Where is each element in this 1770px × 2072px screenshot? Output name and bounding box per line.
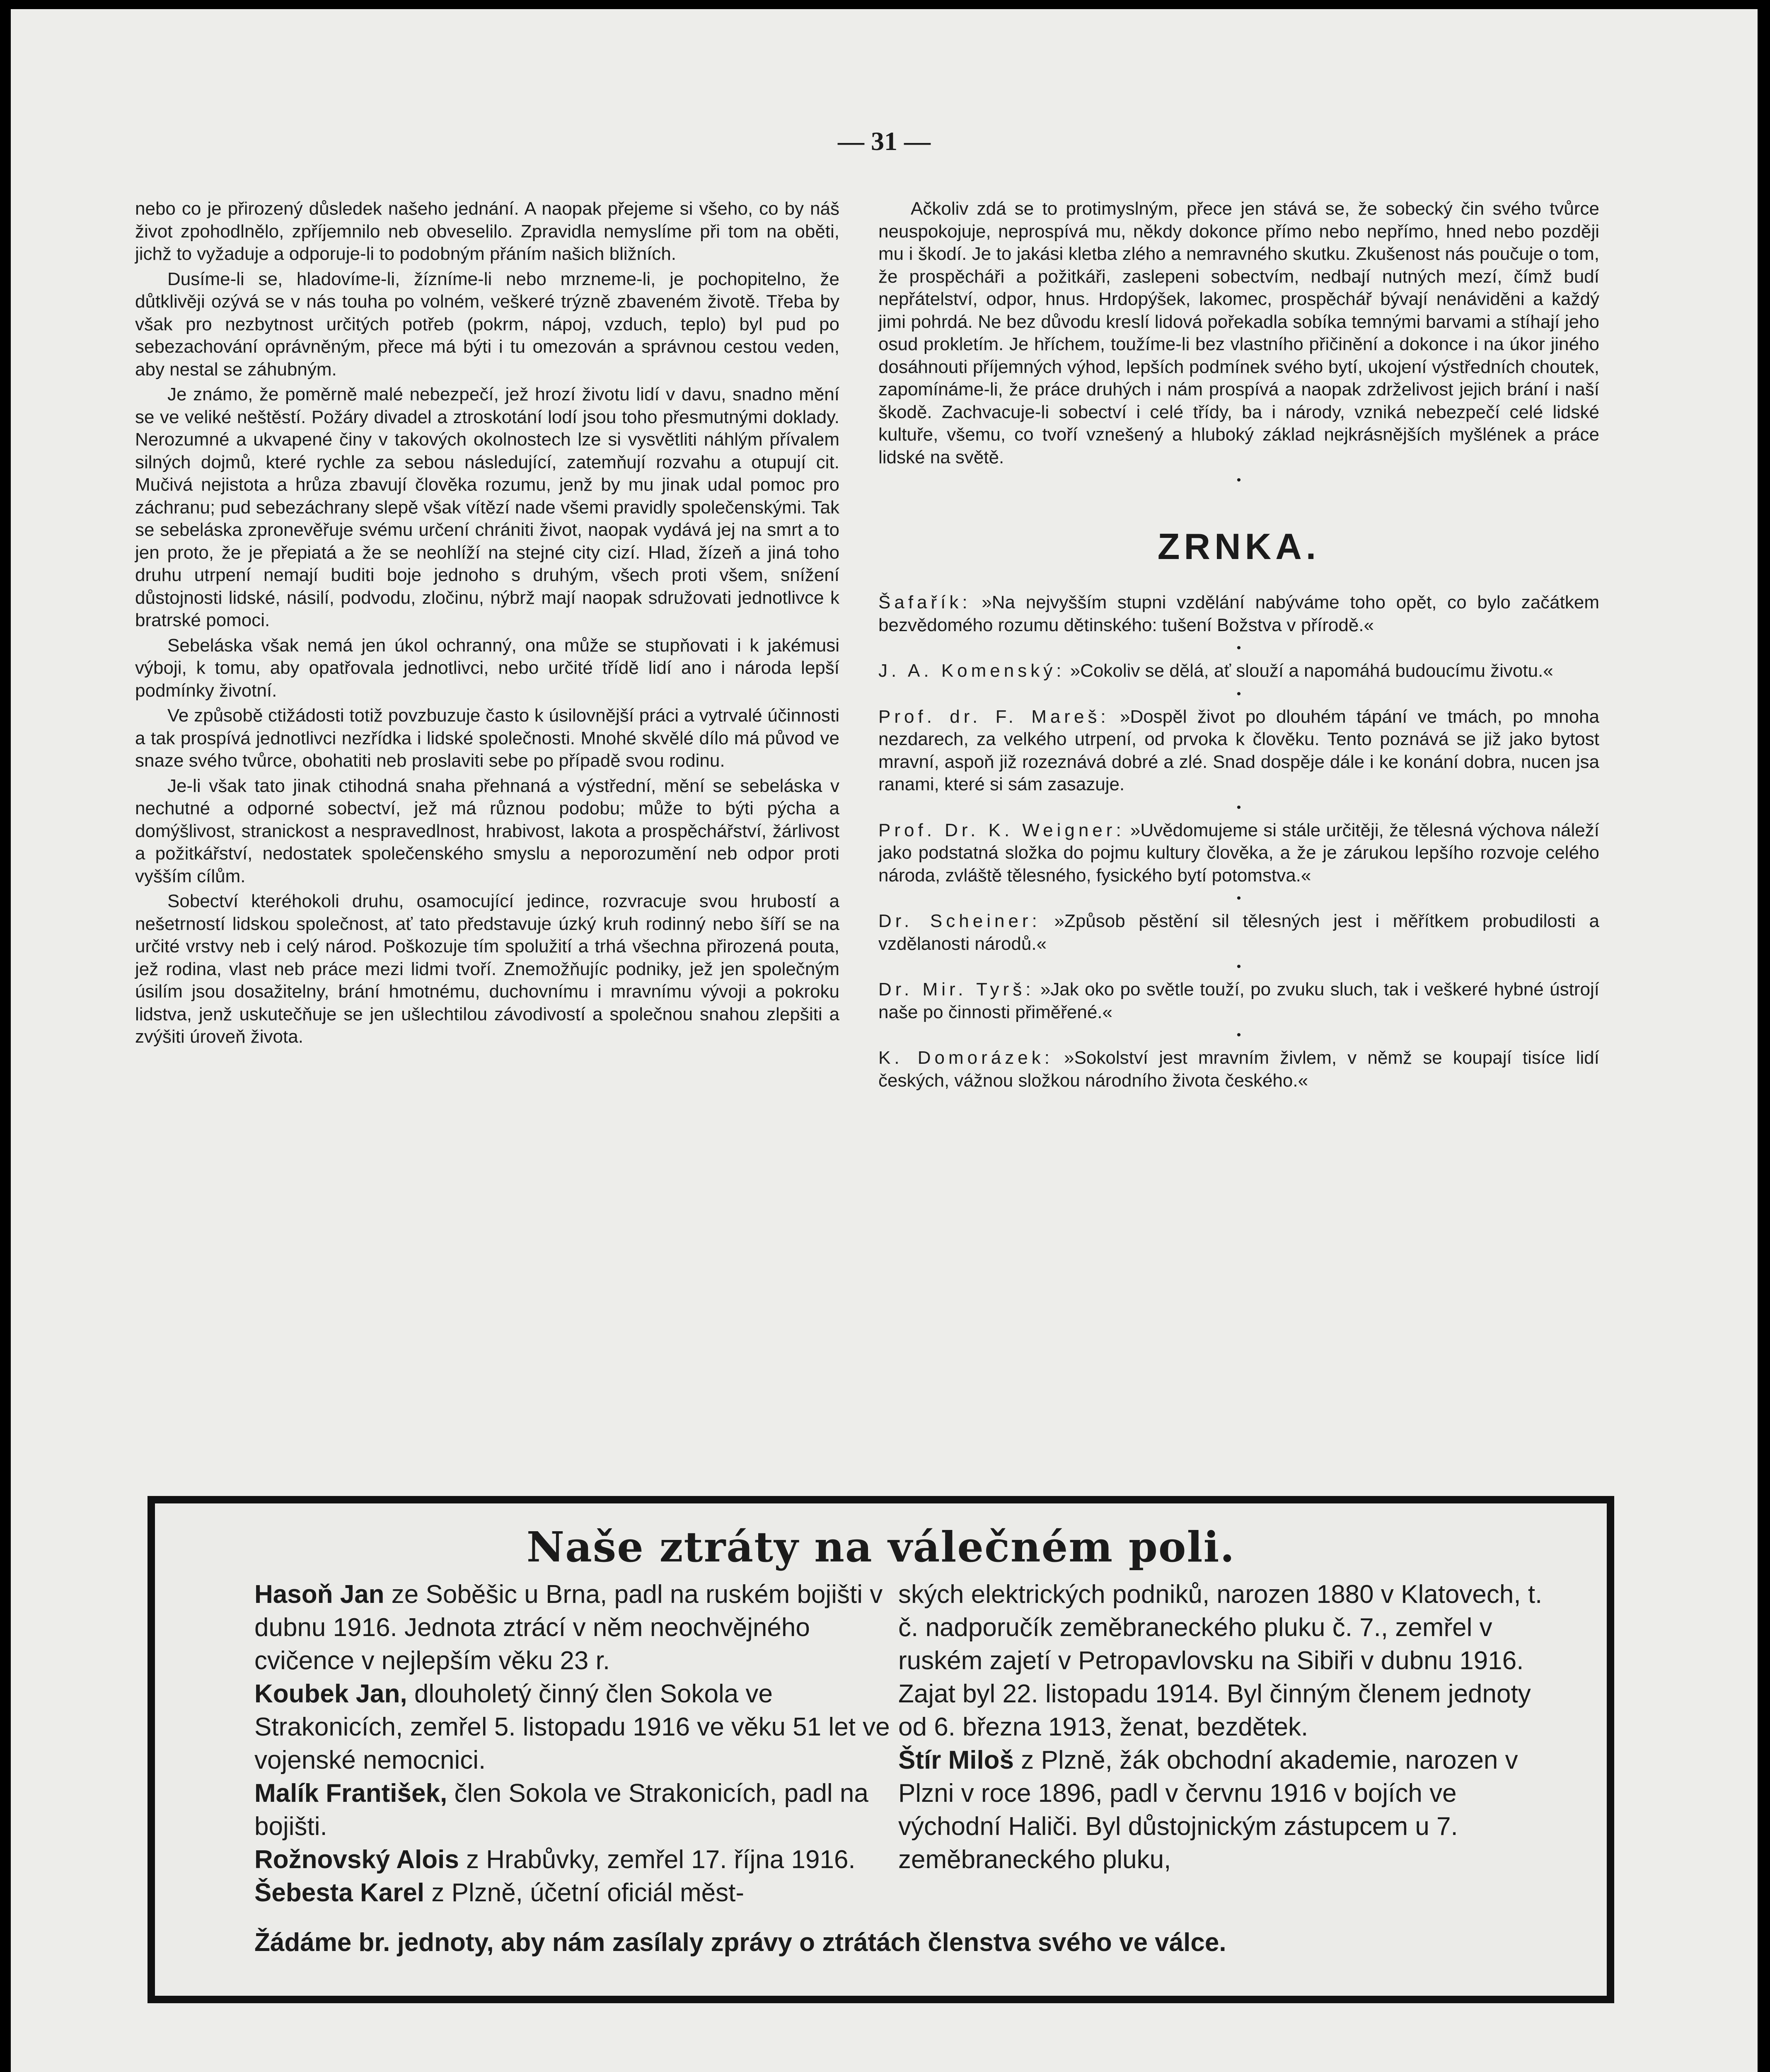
quote-block — [878, 591, 1599, 637]
quote-text: »Dospěl život po dlouhém tápání ve tmách, po mnoha nezdarech, za velkého utrpení, od prvoka k člověku. Tento poznává se již jako bytost mravní, aspoň již rozeznává dobré a zlé. Snad dospěje dále i ke konání dobra, nucen jsa ranami, které si sám zasazuje. — [878, 706, 1599, 794]
obituary-text: z Plzně, žák obchodní akademie, narozen v Plzni v roce 1896, padl v červnu 1916 v bojích ve východní Haliči. Byl důstojnickým zástupcem u 7. zeměbraneckého pluku, — [898, 1746, 1518, 1874]
quote-author: Prof. dr. F. Mareš: — [878, 706, 1110, 727]
obituary-text: ze Soběšic u Brna, padl na ruském bojišti v dubnu 1916. Jednota ztrácí v něm neochvějného cvičence v nejlepším věku 23 r. — [254, 1580, 883, 1675]
memorial-right-column — [898, 1578, 1545, 1876]
obituary-name: Koubek Jan, — [254, 1680, 407, 1708]
page-number: — 31 — — [838, 126, 931, 156]
quote-author: J. A. Komenský: — [878, 661, 1065, 681]
section-title: ZRNKA. — [1157, 526, 1320, 567]
quote-block — [878, 819, 1599, 887]
quote-text: »Cokoliv se dělá, ať slouží a napomáhá budoucímu životu.« — [1070, 661, 1553, 681]
newspaper-page — [11, 9, 1758, 2072]
obituary-name: Šebesta Karel — [254, 1878, 425, 1907]
quote-text: »Na nejvyšším stupni vzdělání nabýváme toho opět, co bylo začátkem bezvědomého rozumu dětinského: tušení Božstva v přírodě.« — [878, 592, 1599, 635]
quote-text: »Způsob pěstění sil tělesných jest i měřítkem probudilosti a vzdělanosti národů.« — [878, 911, 1599, 954]
quote-text: »Sokolství jest mravním živlem, v němž se koupají tisíce lidí českých, vážnou složkou národního života českého.« — [878, 1048, 1599, 1091]
paragraph: Sebeláska však nemá jen úkol ochranný, ona může se stupňovati i k jakémusi výboji, k tomu, aby opatřovala jednotlivci, nebo určité třídě lidí ano i národa lepší podmínky životní. — [135, 635, 839, 701]
quote-author: Dr. Mir. Tyrš: — [878, 979, 1035, 1000]
obituary-entry — [254, 1777, 905, 1843]
obituary-text: z Hrabůvky, zemřel 17. října 1916. — [466, 1845, 856, 1874]
bullet-separator: • — [1236, 687, 1241, 701]
bullet-separator: • — [1236, 1028, 1241, 1042]
bullet-separator: • — [1236, 800, 1241, 814]
paragraph: Je-li však tato jinak ctihodná snaha přehnaná a výstřední, mění se sebeláska v nechutné a odporné sobectví, jež má různou podobu; může to býti pýcha a domýšlivost, stranickost a nespravedlnost, hrabivost, lakota a prospěchářství, žárlivost a požitkářství, nedostatek společenského smyslu a neporozumění neb odpor proti vyšším cílům. — [135, 775, 839, 886]
paragraph: Ačkoliv zdá se to protimyslným, přece jen stává se, že sobecký čin svého tvůrce neuspokojuje, neprospívá mu, někdy dokonce přímo nebo nepřímo, hned nebo později mu i škodí. Je to jakási kletba zlého a nemravného skutku. Zkušenost nás poučuje o tom, že prospěcháři a požitkáři, zaslepeni sobectvím, nedbají nutných mezí, čímž budí nepřátelství, odpor, hnus. Hrdopýšek, lakomec, prospěchář bývají nenáviděni a každý jimi pohrdá. Ne bez důvodu kreslí lidová pořekadla sobíka temnými barvami a stíhají jeho osud prokletím. Je hříchem, toužíme-li bez vlastního přičinění a dokonce i na úkor jiného dosáhnouti příjemných výhod, lepších podmínek svého bytí, ukojení výstředních choutek, zapomínáme-li, že práce druhých i nám prospívá a naopak zdrželivost jejich brání i naší škodě. Zachvacuje-li sobectví i celé třídy, ba i národy, vzniká nebezpečí celé lidské kultuře, všemu, co tvoří vznešený a hluboký základ nejkrásnějších myšlének a práce lidské na světě. — [878, 198, 1599, 467]
quote-author: K. Domorázek: — [878, 1048, 1053, 1068]
obituary-text: dlouholetý činný člen Sokola ve Strakonicích, zemřel 5. listopadu 1916 ve věku 51 let ve vojenské nemocnici. — [254, 1680, 890, 1774]
obituary-name: Štír Miloš — [898, 1746, 1014, 1774]
obituary-text: člen Sokola ve Strakonicích, padl na bojišti. — [254, 1779, 868, 1841]
obituary-entry — [898, 1578, 1545, 1744]
memorial-appeal: Žádáme br. jednoty, aby nám zasílaly zprávy o ztrátách členstva svého ve válce. — [254, 1928, 1226, 1957]
memorial-box — [148, 1496, 1614, 2003]
right-column — [878, 198, 1599, 1094]
obituary-text: ských elektrických podniků, narozen 1880 v Klatovech, t. č. nadporučík zeměbraneckého pluku č. 7., zemřel v ruském zajetí v Petropavlovsku na Sibiři v dubnu 1916. Zajat byl 22. listopadu 1914. Byl činným členem jednoty od 6. března 1913, ženat, bezdětek. — [898, 1580, 1543, 1741]
quote-block — [878, 910, 1599, 955]
obituary-entry — [254, 1876, 905, 1910]
paragraph: Je známo, že poměrně malé nebezpečí, jež hrozí životu lidí v davu, snadno mění se ve veliké neštěstí. Požáry divadel a ztroskotání lodí jsou toho přesmutnými doklady. Nerozumné a ukvapené činy v takových okolnostech lze si vysvětliti náhlým přívalem silných dojmů, které rychle za sebou následující, zatemňují rozvahu a otupují cit. Mučivá nejistota a hrůza zbavují člověka rozumu, jenž by mu jinak udal pomoc pro záchranu; pud sebezáchrany slepě však vítězí nade všemi pravidly společenskými. Tak se sebeláska zpronevěřuje svému určení chrániti život, naopak vydává jej na smrt a to jen proto, že je přepiatá a že se neohlíží na stejné city cizí. Hlad, žízeň a jiná toho druhu utrpení nemají buditi boje jednoho s druhým, všech proti všem, snížení důstojnosti lidské, násilí, podvodu, zločinu, nýbrž mají naopak sdružovati jednotlivce k bratrské pomoci. — [135, 384, 839, 630]
left-column — [135, 198, 839, 1051]
bullet-separator: • — [1236, 473, 1241, 487]
paragraph: Sobectví kteréhokoli druhu, osamocující jedince, rozvracuje svou hrubostí a nešetrností lidskou společnost, ať tato představuje úzký kruh rodinný nebo šíří se na určité vrstvy neb i celý národ. Poškozuje tím spolužití a trhá všechna přirozená pouta, jež rodina, vlast neb práce mezi lidmi tvoří. Znemožňujíc podniky, jež jen společným úsilím jsou dosažitelny, brání hmotnému, duchovnímu i mravnímu vývoji a pokroku lidstva, jenž uskutečňuje se jen ušlechtilou závodivostí a společnou snahou zlepšiti a zvýšiti úroveň života. — [135, 891, 839, 1047]
obituary-text: z Plzně, účetní oficiál měst- — [431, 1878, 744, 1907]
obituary-name: Hasoň Jan — [254, 1580, 384, 1609]
quote-block — [878, 706, 1599, 796]
memorial-left-column — [254, 1578, 905, 1910]
bullet-separator: • — [1236, 891, 1241, 905]
paragraph: Ve způsobě ctižádosti totiž povzbuzuje často k úsilovnější práci a vytrvalé účinnosti a tak prospívá jednotlivci nezřídka i lidské společnosti. Mnohé skvělé dílo má původ ve snaze svého tvůrce, obohatiti neb proslaviti sebe po případě svou rodinu. — [135, 705, 839, 771]
quote-author: Prof. Dr. K. Weigner: — [878, 820, 1125, 840]
obituary-entry — [254, 1677, 905, 1777]
obituary-entry — [898, 1744, 1545, 1876]
paragraph: nebo co je přirozený důsledek našeho jednání. A naopak přejeme si všeho, co by náš život zpohodlnělo, zpříjemnilo neb obveselilo. Zpravidla nemyslíme při tom na oběti, jichž to vyžaduje a odporuje-li to podobným přáním našich bližních. — [135, 198, 839, 264]
quote-block — [878, 660, 1599, 683]
obituary-name: Rožnovský Alois — [254, 1845, 459, 1874]
quote-block — [878, 978, 1599, 1024]
memorial-title: Naše ztráty na válečném poli. — [526, 1523, 1236, 1571]
quote-text: »Jak oko po světle touží, po zvuku sluch, tak i veškeré hybné ústrojí naše po činnosti přiměřené.« — [878, 979, 1599, 1022]
quote-text: »Uvědomujeme si stále určitěji, že tělesná výchova náleží jako podstatná složka do pojmu kultury člověka, a že je zárukou lepšího rozvoje celého národa, zvláště tělesného, fysického bytí potomstva.« — [878, 820, 1599, 886]
quote-author: Dr. Scheiner: — [878, 911, 1041, 931]
paragraph: Dusíme-li se, hladovíme-li, žízníme-li nebo mrzneme-li, je pochopitelno, že důtklivěji ozývá se v nás touha po volném, veškeré trýzně zbaveném životě. Třeba by však pro nezbytnost určitých potřeb (pokrm, nápoj, vzduch, teplo) byl pud po sebezachování oprávněným, přece má býti i tu omezován a správnou cestou veden, aby nestal se záhubným. — [135, 269, 839, 380]
obituary-entry — [254, 1843, 905, 1876]
bullet-separator: • — [1236, 641, 1241, 655]
obituary-name: Malík František, — [254, 1779, 447, 1808]
obituary-entry — [254, 1578, 905, 1677]
bullet-separator: • — [1236, 960, 1241, 973]
quote-block — [878, 1047, 1599, 1092]
quote-author: Šafařík: — [878, 592, 971, 612]
